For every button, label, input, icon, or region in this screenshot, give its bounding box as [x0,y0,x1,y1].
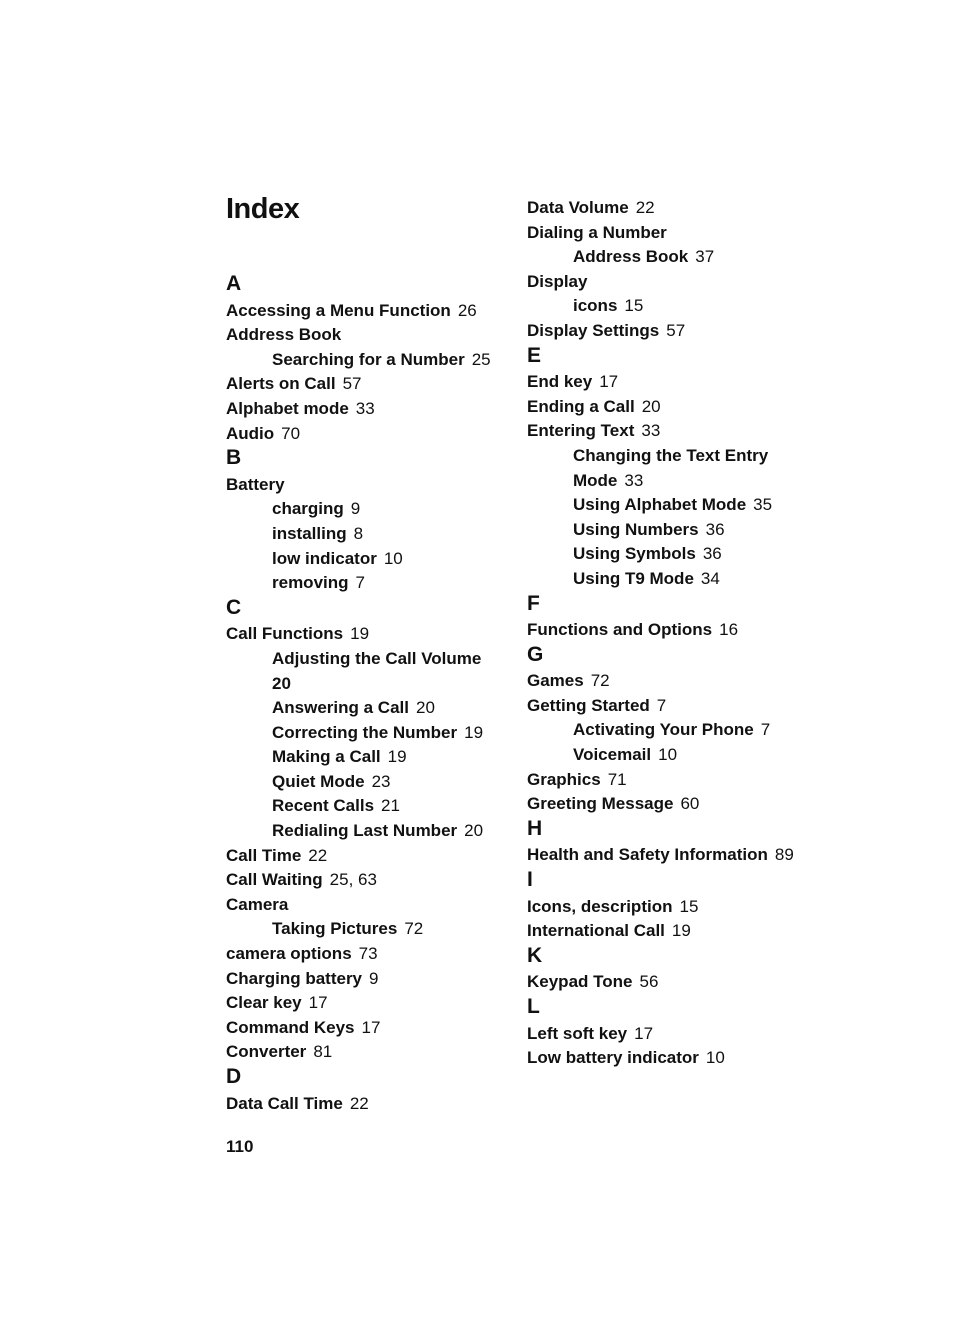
index-term: Left soft key [527,1023,628,1043]
index-page-ref: 9 [350,499,361,519]
index-page-ref: 60 [680,794,700,814]
index-term: Keypad Tone [527,972,633,992]
index-page-ref: 81 [313,1042,333,1062]
index-page-ref: 34 [700,568,720,588]
index-page-ref: 16 [719,620,739,640]
index-page-ref: 15 [679,896,699,916]
index-letter-heading: E [527,343,542,367]
index-entry [226,868,526,893]
index-entry [527,395,827,420]
index-subentry [527,542,827,567]
index-term: Activating Your Phone [573,720,754,740]
index-term: Icons, description [527,896,673,916]
index-entry [226,473,526,498]
index-subentry [226,522,526,547]
index-subentry [527,469,827,494]
index-term: Recent Calls [272,796,375,816]
index-entry [527,970,827,995]
index-subentry [226,348,526,373]
index-entry [527,1046,827,1071]
index-page-ref: 72 [404,919,424,939]
index-subentry [527,718,827,743]
index-page-ref: 22 [308,845,328,865]
index-term: Address Book [226,325,342,345]
index-page-ref: 19 [387,747,407,767]
index-term: Quiet Mode [272,771,365,791]
index-entry [226,844,526,869]
index-subentry [226,770,526,795]
index-term: Searching for a Number [272,349,465,369]
index-entry [226,323,526,348]
index-page-ref: 20 [464,821,484,841]
index-term: Converter [226,1042,307,1062]
index-page-ref: 71 [607,769,627,789]
index-page-ref: 7 [656,695,667,715]
index-subentry [226,571,526,596]
index-entry [226,1092,526,1117]
index-term: Getting Started [527,695,650,715]
index-entry [527,792,827,817]
index-page-ref: 56 [639,972,659,992]
index-term: Address Book [573,247,689,267]
index-page-ref: 10 [705,1048,725,1068]
index-term: Camera [226,894,289,914]
index-entry [527,895,827,920]
index-term: 20 [272,673,291,693]
index-page-ref: 70 [281,423,301,443]
index-page-ref: 20 [415,698,435,718]
index-entry [527,221,827,246]
index-term: Correcting the Number [272,722,458,742]
index-page-ref: 7 [355,573,365,593]
index-term: Display [527,271,588,291]
index-column-left [226,272,526,1116]
index-subentry [527,245,827,270]
index-term: Making a Call [272,747,381,767]
index-term: Games [527,671,584,691]
index-page-ref: 10 [658,745,678,765]
index-term: Redialing Last Number [272,821,458,841]
index-term: Using Alphabet Mode [573,495,747,515]
index-page-ref: 26 [457,300,477,320]
index-page-ref: 17 [634,1023,654,1043]
index-letter-heading: F [527,591,540,615]
index-term: removing [272,573,349,593]
index-term: Mode [573,470,618,490]
index-entry [527,694,827,719]
index-page-ref: 8 [353,523,364,543]
index-subentry [226,745,526,770]
index-entry [527,669,827,694]
index-page-ref: 22 [349,1093,369,1113]
index-term: Clear key [226,993,302,1013]
index-term: Changing the Text Entry [573,445,769,465]
index-page-ref: 33 [641,421,661,441]
index-entry [527,1022,827,1047]
index-subentry [527,493,827,518]
index-entry [527,370,827,395]
index-subentry [527,518,827,543]
index-subentry [527,567,827,592]
index-term: Alerts on Call [226,374,336,394]
index-page-ref: 17 [361,1017,381,1037]
index-page-ref: 73 [358,944,378,964]
index-term: Display Settings [527,320,660,340]
index-page-ref: 33 [624,470,644,490]
page-title: Index [226,193,300,225]
index-term: Audio [226,423,275,443]
index-letter-heading: B [226,446,242,470]
index-term: Dialing a Number [527,222,667,242]
index-term: charging [272,499,344,519]
index-entry [226,422,526,447]
index-term: Health and Safety Information [527,845,768,865]
index-term: Using Numbers [573,519,699,539]
index-subentry [226,696,526,721]
index-page-ref: 36 [702,544,722,564]
index-term: Call Functions [226,624,344,644]
index-entry [226,372,526,397]
index-term: icons [573,296,618,316]
index-page-ref: 17 [308,993,328,1013]
index-page-ref: 19 [671,921,691,941]
index-term: Low battery indicator [527,1048,699,1068]
index-entry [226,967,526,992]
index-entry [527,196,827,221]
index-page-ref: 23 [371,771,391,791]
index-page-ref: 10 [383,548,403,568]
index-term: Using Symbols [573,544,696,564]
index-entry [527,270,827,295]
index-page-ref: 19 [464,722,484,742]
index-page-ref: 35 [753,495,773,515]
index-page-ref: 72 [590,671,610,691]
page-number: 110 [226,1137,254,1156]
index-page-ref: 33 [355,398,375,418]
index-letter-heading: H [527,816,543,840]
index-subentry [226,917,526,942]
index-letter-heading: C [226,595,242,619]
index-term: Data Volume [527,198,629,217]
index-page-ref: 36 [705,519,725,539]
index-term: Graphics [527,769,601,789]
index-term: camera options [226,944,352,964]
index-term: Voicemail [573,745,652,765]
index-term: low indicator [272,548,377,568]
index-term: Functions and Options [527,620,713,640]
index-letter-heading: G [527,642,544,666]
index-entry [527,419,827,444]
index-term: Greeting Message [527,794,674,814]
index-term: Ending a Call [527,396,635,416]
index-entry [527,618,827,643]
index-entry [226,893,526,918]
index-entry [226,1040,526,1065]
index-term: Command Keys [226,1017,355,1037]
index-entry [226,397,526,422]
index-entry [527,919,827,944]
index-entry [226,942,526,967]
index-page-ref: 21 [381,796,400,816]
index-term: Call Waiting [226,870,323,890]
index-page-ref: 37 [695,247,715,267]
index-page-ref: 25 [471,349,491,369]
index-subentry [527,294,827,319]
index-page-ref: 9 [369,968,379,988]
index-term: Entering Text [527,421,635,441]
index-page-ref: 89 [774,845,794,865]
index-subentry [527,743,827,768]
index-term: International Call [527,921,665,941]
index-term: Battery [226,474,285,494]
index-term: Alphabet mode [226,398,349,418]
index-page-ref: 25, 63 [329,870,377,890]
index-term: End key [527,372,593,392]
index-entry [226,622,526,647]
index-page-ref: 19 [350,624,370,644]
index-letter-heading: D [226,1065,242,1088]
index-term: Charging battery [226,968,363,988]
index-entry [226,299,526,324]
index-subentry [226,794,526,819]
index-letter-heading: K [527,943,543,967]
index-page-ref: 15 [624,296,644,316]
index-page-ref: 20 [641,396,661,416]
index-subentry [527,444,827,469]
index-column-right [527,196,827,1071]
index-entry [527,768,827,793]
index-subentry [226,672,526,697]
index-term: Data Call Time [226,1093,343,1113]
index-term: installing [272,523,347,543]
index-term: Call Time [226,845,302,865]
index-term: Using T9 Mode [573,568,694,588]
index-page-ref: 17 [599,372,619,392]
index-entry [226,1016,526,1041]
index-term: Taking Pictures [272,919,398,939]
index-page-ref: 57 [342,374,362,394]
index-term: Answering a Call [272,698,409,718]
index-page-ref: 7 [760,720,771,740]
index-letter-heading: A [226,272,242,295]
index-entry [527,319,827,344]
index-page-ref: 22 [635,198,655,217]
index-letter-heading: L [527,995,540,1018]
index-subentry [226,547,526,572]
index-term: Adjusting the Call Volume [272,648,482,668]
index-subentry [226,721,526,746]
index-subentry [226,819,526,844]
index-term: Accessing a Menu Function [226,300,451,320]
index-entry [527,843,827,868]
index-page-ref: 57 [666,320,686,340]
index-subentry [226,497,526,522]
index-subentry [226,647,526,672]
index-letter-heading: I [527,868,533,892]
index-entry [226,991,526,1016]
